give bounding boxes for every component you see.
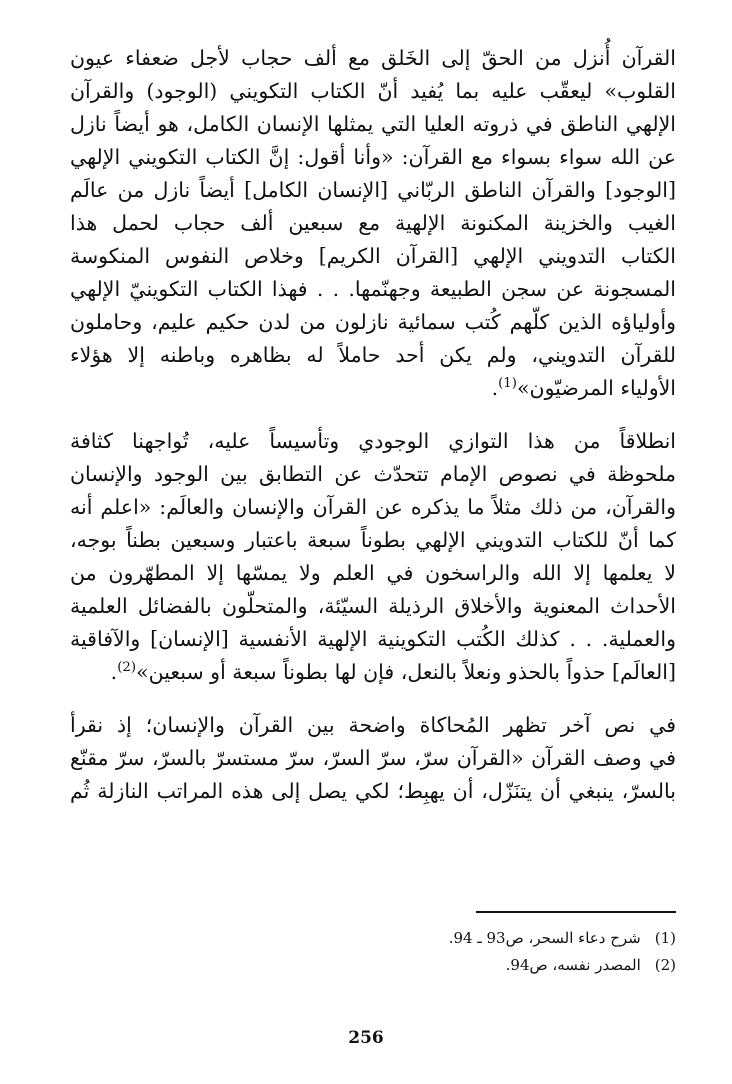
text-line: في نص آخر تظهر المُحاكاة واضحة بين القرآن والإنسان؛ إذ نقرأ	[70, 713, 676, 737]
footnote-1	[376, 925, 676, 952]
text-line: والعملية. . . كذلك الكُتب التكوينية الإلهية الأنفسية [الإنسان] والآفاقية	[70, 627, 676, 651]
page-body	[70, 42, 676, 808]
footnote-ref-2: (2)	[117, 660, 137, 676]
text-line: [الوجود] والقرآن الناطق الربّاني [الإنسان الكامل] أيضاً نازل من عالَم	[70, 178, 676, 202]
text-line: كما أنّ للكتاب التدويني الإلهي بطوناً سبعة باعتبار وسبعين بطناً بوجه،	[70, 528, 676, 552]
footnote-text: المصدر نفسه، ص94.	[505, 956, 641, 974]
footnotes	[376, 925, 676, 979]
text-line: بالسرّ، ينبغي أن يتنَزّل، أن يهبِط؛ لكي يصل إلى هذه المراتب النازلة ثُم	[70, 779, 676, 803]
text-line: الإلهي الناطق في ذروته العليا التي يمثلها الإنسان الكامل، هو أيضاً نازل	[70, 112, 676, 136]
footnote-ref-1: (1)	[498, 376, 517, 392]
text-line: القلوب» ليعقّب عليه بما يُفيد أنّ الكتاب التكويني (الوجود) والقرآن	[70, 79, 676, 103]
text-line: عن الله سواء بسواء مع القرآن: «وأنا أقول: إنَّ الكتاب التكويني الإلهي	[70, 145, 676, 169]
footnote-number: (2)	[654, 956, 676, 974]
footnote-text: شرح دعاء السحر، ص93 ـ 94.	[448, 929, 641, 947]
paragraph-3	[70, 709, 676, 808]
text-line: المسجونة عن سجن الطبيعة وجهنّمها. . . فهذا الكتاب التكوينيّ الإلهي	[70, 277, 676, 301]
text-line: الغيب والخزينة المكنونة الإلهية مع سبعين ألف حجاب لحمل هذا	[70, 211, 676, 235]
text-line: والقرآن، من ذلك مثلاً ما يذكره عن القرآن والإنسان والعالَم: «اعلم أنه	[70, 495, 676, 519]
text-line: للقرآن التدويني، ولم يكن أحد حاملاً له بظاهره وباطنه إلا هؤلاء	[70, 343, 676, 367]
text-line: ملحوظة في نصوص الإمام تتحدّث عن التطابق بين الوجود والإنسان	[70, 462, 676, 486]
text-line-last	[70, 372, 676, 405]
footnote-separator	[476, 911, 676, 913]
text-line: في وصف القرآن «القرآن سرّ، سرّ السرّ، سرّ مستسرّ بالسرّ، سرّ مقنّع	[70, 746, 676, 770]
paragraph-2	[70, 425, 676, 689]
text-line-content: الأولياء المرضيّون»	[516, 376, 676, 400]
text-line: انطلاقاً من هذا التوازي الوجودي وتأسيساً عليه، تُواجهنا كثافة	[70, 429, 676, 453]
text-line: الكتاب التدويني الإلهي [القرآن الكريم] وخلاص النفوس المنكوسة	[70, 244, 676, 268]
text-line: لا يعلمها إلا الله والراسخون في العلم ولا يمسّها إلا المطهّرون من	[70, 561, 676, 585]
footnote-number: (1)	[654, 929, 676, 947]
page-number: 256	[348, 1028, 384, 1048]
text-line: الأحداث المعنوية والأخلاق الرذيلة السيّئة، والمتحلّون بالفضائل العلمية	[70, 594, 676, 618]
sentence-end: .	[110, 660, 118, 684]
footnote-2	[376, 952, 676, 979]
sentence-end: .	[491, 376, 499, 400]
paragraph-1	[70, 42, 676, 405]
text-line: وأولياؤه الذين كلّهم كُتب سمائية نازلون من لدن حكيم عليم، وحاملون	[70, 310, 676, 334]
text-line: القرآن أُنزل من الحقّ إلى الخَلق مع ألف حجاب لأجل ضعفاء عيون	[70, 46, 676, 70]
text-line-last	[70, 656, 676, 689]
text-line-content: [العالَم] حذواً بالحذو ونعلاً بالنعل، فإن لها بطوناً سبعة أو سبعين»	[136, 660, 676, 684]
